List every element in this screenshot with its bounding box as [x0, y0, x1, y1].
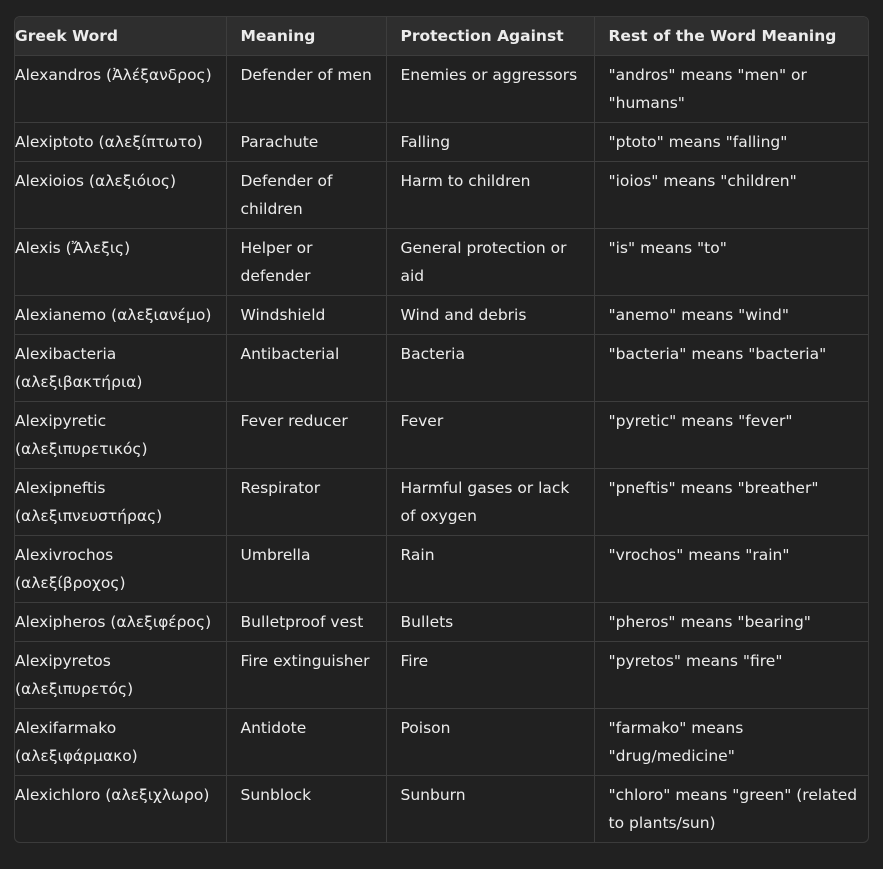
cell-greek-word: Alexis (Ἄλεξις): [15, 229, 226, 296]
table-row: [15, 603, 868, 642]
cell-greek-word: Alexipheros (αλεξιφέρος): [15, 603, 226, 642]
cell-greek-word: Alexandros (Ἀλέξανδρος): [15, 56, 226, 123]
cell-meaning: Fire extinguisher: [226, 642, 386, 709]
cell-meaning: Respirator: [226, 469, 386, 536]
greek-words-table-container: [14, 16, 869, 843]
cell-meaning: Defender of children: [226, 162, 386, 229]
cell-rest-meaning: "pyretic" means "fever": [594, 402, 868, 469]
table-row: [15, 123, 868, 162]
cell-protection-against: Fire: [386, 642, 594, 709]
cell-meaning: Fever reducer: [226, 402, 386, 469]
cell-meaning: Defender of men: [226, 56, 386, 123]
table-row: [15, 776, 868, 843]
table-row: [15, 469, 868, 536]
cell-rest-meaning: "chloro" means "green" (related to plants/sun): [608, 786, 858, 832]
cell-protection-against: Poison: [386, 709, 594, 776]
cell-rest-meaning: "is" means "to": [594, 229, 868, 296]
cell-greek-word: Alexichloro (αλεξιχλωρο): [15, 776, 226, 843]
header-protection-against: Protection Against: [386, 17, 594, 56]
cell-greek-word: Alexioios (αλεξιόιος): [15, 162, 226, 229]
cell-rest-meaning: "pheros" means "bearing": [594, 603, 868, 642]
table-row: [15, 709, 868, 776]
cell-greek-word: Alexianemo (αλεξιανέμο): [15, 296, 226, 335]
cell-greek-word: Alexivrochos (αλεξίβροχος): [15, 536, 226, 603]
cell-greek-word: Alexipyretic (αλεξιπυρετικός): [15, 402, 226, 469]
table-row: [15, 536, 868, 603]
cell-rest-meaning: "ioios" means "children": [594, 162, 868, 229]
table-row: [15, 402, 868, 469]
cell-rest-meaning: "bacteria" means "bacteria": [594, 335, 868, 402]
cell-rest-meaning: "farmako" means "drug/medicine": [594, 709, 868, 776]
cell-protection-against: Sunburn: [386, 776, 594, 843]
cell-meaning: Windshield: [226, 296, 386, 335]
cell-protection-against: Fever: [386, 402, 594, 469]
header-rest-meaning: Rest of the Word Meaning: [594, 17, 868, 56]
table-row: [15, 229, 868, 296]
cell-meaning: Sunblock: [226, 776, 386, 843]
header-row: [15, 17, 868, 56]
cell-protection-against: Rain: [386, 536, 594, 603]
table-row: [15, 335, 868, 402]
cell-rest-meaning: "anemo" means "wind": [594, 296, 868, 335]
cell-rest-meaning: "ptoto" means "falling": [594, 123, 868, 162]
cell-greek-word: Alexipyretos (αλεξιπυρετός): [15, 642, 226, 709]
table-row: [15, 296, 868, 335]
cell-meaning: Umbrella: [226, 536, 386, 603]
cell-meaning: Helper or defender: [226, 229, 386, 296]
cell-greek-word: Alexipneftis (αλεξιπνευστήρας): [15, 469, 226, 536]
header-meaning: Meaning: [226, 17, 386, 56]
cell-protection-against: Enemies or aggressors: [386, 56, 594, 123]
table-row: [15, 162, 868, 229]
cell-rest-meaning: "pyretos" means "fire": [594, 642, 868, 709]
cell-rest-meaning: "vrochos" means "rain": [594, 536, 868, 603]
cell-protection-against: General protection or aid: [386, 229, 594, 296]
cell-meaning: Antibacterial: [226, 335, 386, 402]
cell-protection-against: Bullets: [386, 603, 594, 642]
cell-meaning: Antidote: [226, 709, 386, 776]
cell-protection-against: Harm to children: [386, 162, 594, 229]
cell-meaning: Bulletproof vest: [226, 603, 386, 642]
cell-protection-against: Bacteria: [386, 335, 594, 402]
cell-greek-word: Alexiptoto (αλεξίπτωτο): [15, 123, 226, 162]
cell-greek-word: Alexifarmako (αλεξιφάρμακο): [15, 709, 226, 776]
table-row: [15, 642, 868, 709]
header-greek-word: Greek Word: [15, 17, 226, 56]
cell-greek-word: Alexibacteria (αλεξιβακτήρια): [15, 335, 226, 402]
table-header: [15, 17, 868, 56]
table-body: [15, 56, 868, 843]
greek-words-table: [15, 17, 868, 842]
cell-protection-against: Falling: [386, 123, 594, 162]
cell-meaning: Parachute: [226, 123, 386, 162]
table-row: [15, 56, 868, 123]
cell-protection-against: Wind and debris: [386, 296, 594, 335]
cell-rest-meaning: "andros" means "men" or "humans": [594, 56, 868, 123]
cell-rest-meaning: "pneftis" means "breather": [594, 469, 868, 536]
cell-protection-against: Harmful gases or lack of oxygen: [386, 469, 594, 536]
